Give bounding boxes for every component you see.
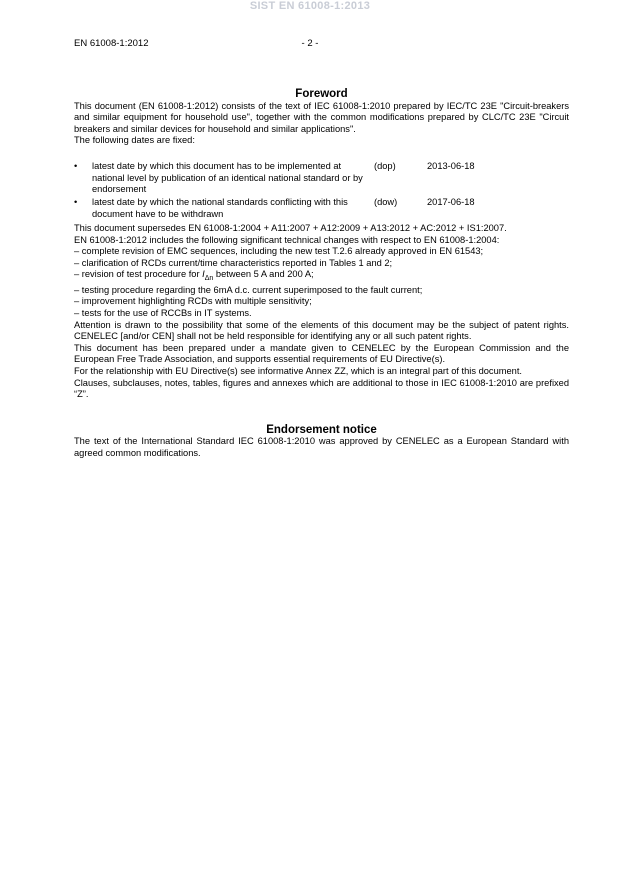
supersedes-text: This document supersedes EN 61008-1:2004 + A11:2007 + A12:2009 + A13:2012 + AC:2012 + IS1:2007.: [74, 222, 507, 233]
date-code: (dop): [374, 160, 396, 171]
endorsement-title: Endorsement notice: [266, 423, 377, 436]
date-row-dow: [74, 197, 569, 223]
endorsement-text: The text of the International Standard IEC 61008-1:2010 was approved by CENELEC as a European Standard with agreed common modifications.: [74, 436, 569, 458]
change-item: – clarification of RCDs current/time characteristics reported in Tables 1 and 2;: [74, 257, 393, 268]
change-item: – tests for the use of RCCBs in IT systems.: [74, 307, 252, 318]
date-value: 2013-06-18: [427, 160, 475, 171]
patent-attention: Attention is drawn to the possibility that some of the elements of this document may be the subject of patent rights. CENELEC [and/or CEN] shall not be held responsible for identifying any or all such patent rights.: [74, 319, 569, 342]
current-subscript: Δn: [204, 275, 214, 283]
change-text-prefix: – revision of test procedure for: [74, 269, 203, 280]
date-value: 2017-06-18: [427, 196, 475, 207]
header-page-number: - 2 -: [301, 38, 319, 49]
relationship-text: For the relationship with EU Directive(s) see informative Annex ZZ, which is an integral part of this document.: [74, 365, 522, 376]
change-item: [74, 269, 569, 284]
watermark: SIST EN 61008-1:2013: [249, 0, 371, 12]
dates-list: [74, 161, 569, 223]
header-doc-id: EN 61008-1:2012: [74, 38, 149, 49]
foreword-intro: This document (EN 61008-1:2012) consists of the text of IEC 61008-1:2010 prepared by IEC/TC 23E "Circuit-breakers and similar equipment for household use", together with the common modifications prepared by CLC/TC 23E "Circuit breakers and similar devices for household and similar applications".: [74, 100, 569, 134]
bullet: •: [74, 196, 78, 207]
dates-intro: The following dates are fixed:: [74, 135, 195, 146]
foreword-title: Foreword: [295, 88, 348, 100]
changes-intro: EN 61008-1:2012 includes the following significant technical changes with respect to EN 61008-1:2004:: [74, 234, 500, 245]
change-item: – improvement highlighting RCDs with multiple sensitivity;: [74, 296, 312, 307]
date-description: latest date by which this document has to be implemented at national level by publication of an identical national standard or by endorsement: [92, 160, 363, 195]
date-description: latest date by which the national standards conflicting with this document have to be withdrawn: [92, 196, 348, 219]
current-symbol: I: [202, 269, 205, 280]
change-item: – complete revision of EMC sequences, including the new test T.2.6 already approved in EN 61543;: [74, 246, 484, 257]
date-code: (dow): [374, 196, 398, 207]
mandate-text: This document has been prepared under a mandate given to CENELEC by the European Commission and the European Free Trade Association, and supports essential requirements of EU Directive(s).: [74, 342, 569, 365]
change-item: – testing procedure regarding the 6mA d.c. current superimposed to the fault current;: [74, 284, 423, 295]
clauses-text: Clauses, subclauses, notes, tables, figures and annexes which are additional to those in IEC 61008-1:2010 are prefixed “Z”.: [74, 377, 569, 400]
date-row-dop: [74, 161, 569, 197]
main-content: [74, 89, 569, 460]
bullet: •: [74, 160, 78, 171]
change-text-suffix: between 5 A and 200 A;: [213, 269, 314, 280]
changes-list: [74, 246, 569, 319]
